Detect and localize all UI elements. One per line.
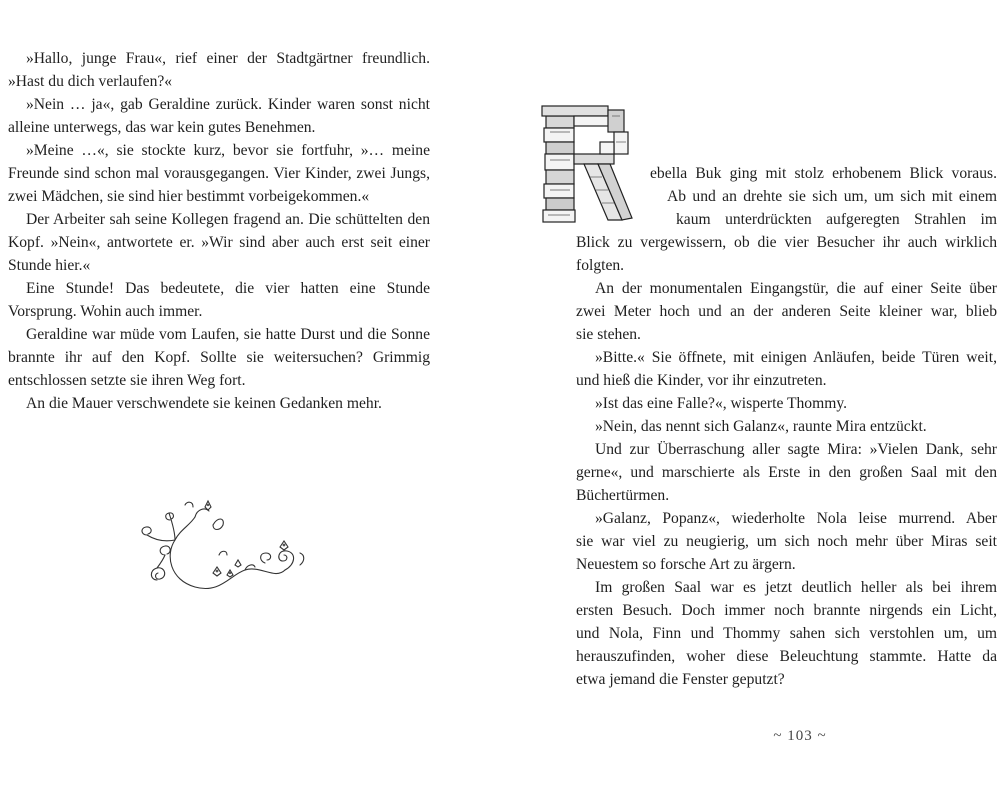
book-stack-dropcap-r-icon: [540, 102, 635, 225]
text-line: ebella Buk ging mit stolz erhobenem Blick voraus.: [650, 165, 997, 182]
text-line: Neuestem so forsche Art zu ärgern.: [576, 556, 796, 573]
right-page: [500, 0, 1000, 800]
text-line: »Galanz, Popanz«, wiederholte Nola leise murrend. Aber: [595, 510, 997, 527]
text-line: sie stehen.: [576, 326, 641, 343]
text-line: Blick zu vergewissern, ob die vier Besucher ihr auch wirklich: [576, 234, 997, 251]
paragraph: »Hallo, junge Frau«, rief einer der Stadtgärtner freundlich. »Hast du dich verlaufen?«: [8, 50, 430, 90]
floral-ornament-icon: [135, 495, 310, 605]
text-line: »Nein, das nennt sich Galanz«, raunte Mira entzückt.: [595, 418, 927, 435]
paragraph: Eine Stunde! Das bedeutete, die vier hatten eine Stunde Vorsprung. Wohin auch immer.: [8, 280, 430, 320]
text-line: etwa jemand die Fenster geputzt?: [576, 671, 785, 688]
text-line: und hieß die Kinder, vor ihr einzutreten.: [576, 372, 827, 389]
text-line: Büchertürmen.: [576, 487, 670, 504]
paragraph: Geraldine war müde vom Laufen, sie hatte Durst und die Sonne brannte ihr auf den Kopf. Sollte sie weitersuchen? Grimmig entschlossen setzte sie ihren Weg fort.: [8, 326, 430, 389]
page-number: ~ 103 ~: [773, 728, 827, 744]
text-line: zwei Meter hoch und an der anderen Seite kleiner war, blieb: [576, 303, 997, 320]
text-line: und Nola, Finn und Thommy sahen sich verstohlen um, um: [576, 625, 997, 642]
text-line: folgten.: [576, 257, 625, 274]
paragraph: »Nein … ja«, gab Geraldine zurück. Kinder waren sonst nicht alleine unterwegs, das war kein gutes Benehmen.: [8, 96, 430, 136]
paragraph: »Meine …«, sie stockte kurz, bevor sie fortfuhr, »… meine Freunde sind schon mal vorausgegangen. Vier Kinder, zwei Jungs, zwei Mädchen, sie sind hier bestimmt vorbeigekommen.«: [8, 142, 430, 205]
text-line: Im großen Saal war es jetzt deutlich heller als bei ihrem: [595, 579, 997, 596]
text-line: herauszufinden, woher diese Beleuchtung stammte. Hatte da: [576, 648, 997, 665]
paragraph: Der Arbeiter sah seine Kollegen fragend an. Die schüttelten den Kopf. »Nein«, antwortete er. »Wir sind aber auch erst seit einer Stunde hier.«: [8, 211, 430, 274]
text-line: »Bitte.« Sie öffnete, mit einigen Anläufen, beide Türen weit,: [595, 349, 997, 366]
paragraph: An die Mauer verschwendete sie keinen Gedanken mehr.: [26, 395, 382, 412]
text-line: sie war viel zu neugierig, um sich noch mehr über Miras seit: [576, 533, 997, 550]
text-line: kaum unterdrückten aufgeregten Strahlen im: [676, 211, 997, 228]
text-line: ersten Besuch. Doch immer noch brannte nirgends ein Licht,: [576, 602, 997, 619]
text-line: Und zur Überraschung aller sagte Mira: »Vielen Dank, sehr: [595, 441, 997, 458]
text-line: »Ist das eine Falle?«, wisperte Thommy.: [595, 395, 848, 412]
text-line: An der monumentalen Eingangstür, die auf einer Seite über: [595, 280, 997, 297]
text-line: Ab und an drehte sie sich um, um sich mit einem: [667, 188, 997, 205]
text-line: gerne«, und marschierte als Erste in den großen Saal mit den: [576, 464, 997, 481]
